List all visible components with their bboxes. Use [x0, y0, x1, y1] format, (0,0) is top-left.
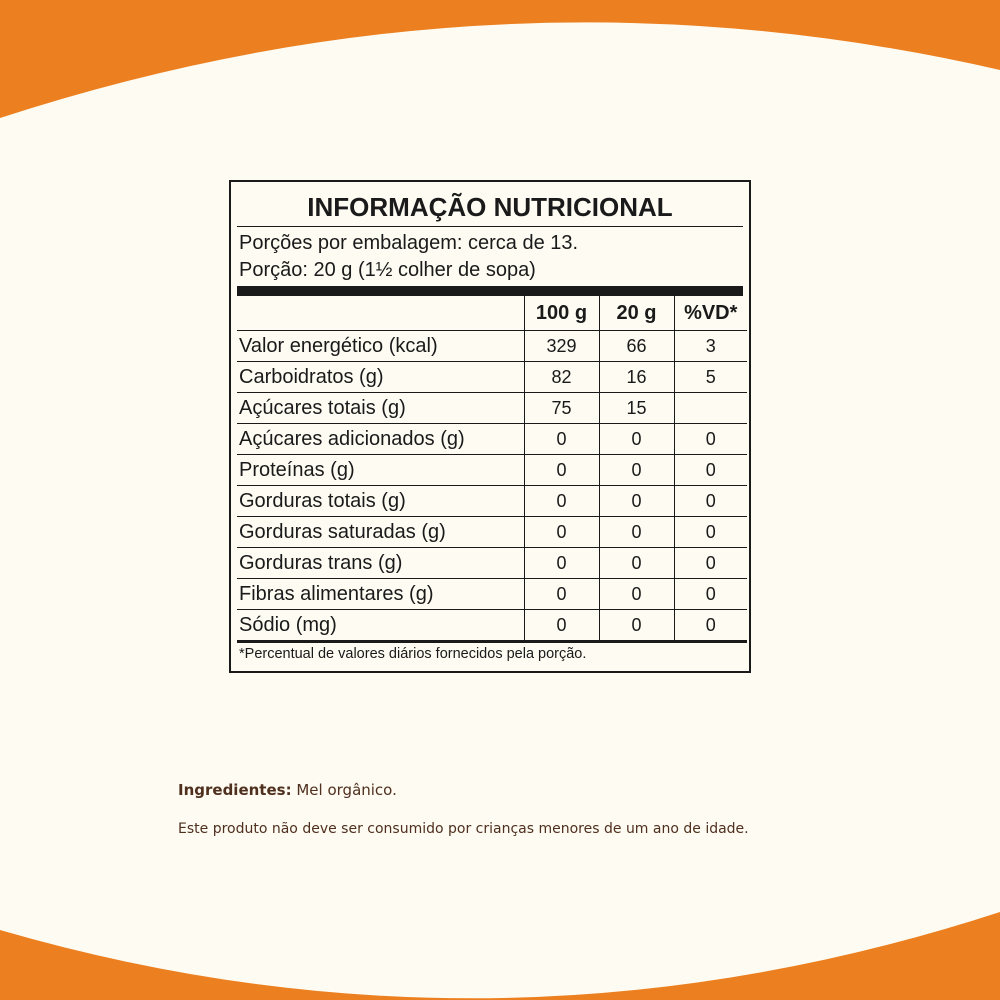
- value-daily-percent: 0: [674, 579, 747, 610]
- nutrient-name: Gorduras saturadas (g): [237, 517, 524, 548]
- nutrient-name: Açúcares totais (g): [237, 393, 524, 424]
- value-daily-percent: 0: [674, 548, 747, 579]
- value-daily-percent: [674, 393, 747, 424]
- nutrient-name: Sódio (mg): [237, 610, 524, 642]
- bottom-orange-wave: [0, 912, 1000, 1000]
- title-divider: [237, 226, 743, 227]
- ingredients-text: Mel orgânico.: [296, 781, 397, 799]
- table-row: [237, 486, 747, 517]
- nutrition-label: [229, 180, 751, 673]
- table-row: [237, 424, 747, 455]
- value-daily-percent: 0: [674, 424, 747, 455]
- table-row: [237, 455, 747, 486]
- value-per-20g: 0: [599, 579, 674, 610]
- value-per-20g: 0: [599, 455, 674, 486]
- value-per-20g: 0: [599, 517, 674, 548]
- value-daily-percent: 0: [674, 486, 747, 517]
- value-per-100g: 0: [524, 548, 599, 579]
- header-blank: [237, 296, 524, 331]
- value-per-100g: 0: [524, 455, 599, 486]
- value-per-20g: 0: [599, 486, 674, 517]
- value-per-20g: 66: [599, 331, 674, 362]
- value-per-100g: 75: [524, 393, 599, 424]
- value-daily-percent: 5: [674, 362, 747, 393]
- nutrient-name: Gorduras totais (g): [237, 486, 524, 517]
- nutrition-table: [237, 296, 747, 643]
- table-row: [237, 362, 747, 393]
- value-per-100g: 0: [524, 610, 599, 642]
- top-orange-wave: [0, 0, 1000, 118]
- nutrient-name: Fibras alimentares (g): [237, 579, 524, 610]
- value-per-20g: 15: [599, 393, 674, 424]
- table-row: [237, 331, 747, 362]
- table-row: [237, 393, 747, 424]
- serving-size: Porção: 20 g (1½ colher de sopa): [239, 259, 536, 281]
- table-row: [237, 517, 747, 548]
- table-row: [237, 579, 747, 610]
- table-row: [237, 610, 747, 642]
- ingredients-label: Ingredientes:: [178, 781, 292, 799]
- thick-divider: [237, 286, 743, 296]
- value-per-100g: 82: [524, 362, 599, 393]
- table-header-row: [237, 296, 747, 331]
- value-per-100g: 0: [524, 486, 599, 517]
- servings-per-package: Porções por embalagem: cerca de 13.: [239, 232, 579, 254]
- value-daily-percent: 0: [674, 610, 747, 642]
- value-daily-percent: 3: [674, 331, 747, 362]
- value-per-100g: 0: [524, 517, 599, 548]
- value-per-100g: 0: [524, 579, 599, 610]
- nutrition-rows: [237, 331, 747, 642]
- nutrient-name: Proteínas (g): [237, 455, 524, 486]
- header-per100: 100 g: [524, 296, 599, 331]
- value-daily-percent: 0: [674, 517, 747, 548]
- value-daily-percent: 0: [674, 455, 747, 486]
- value-per-20g: 0: [599, 610, 674, 642]
- header-vd: %VD*: [674, 296, 747, 331]
- label-footnote: *Percentual de valores diários fornecidos pela porção.: [239, 646, 587, 662]
- value-per-20g: 0: [599, 548, 674, 579]
- table-row: [237, 548, 747, 579]
- value-per-100g: 329: [524, 331, 599, 362]
- label-title: INFORMAÇÃO NUTRICIONAL: [307, 192, 673, 222]
- nutrient-name: Açúcares adicionados (g): [237, 424, 524, 455]
- value-per-100g: 0: [524, 424, 599, 455]
- header-per20: 20 g: [599, 296, 674, 331]
- value-per-20g: 0: [599, 424, 674, 455]
- infant-warning: Este produto não deve ser consumido por crianças menores de um ano de idade.: [178, 821, 749, 837]
- ingredients-line: [178, 781, 397, 799]
- nutrient-name: Gorduras trans (g): [237, 548, 524, 579]
- nutrient-name: Carboidratos (g): [237, 362, 524, 393]
- value-per-20g: 16: [599, 362, 674, 393]
- nutrient-name: Valor energético (kcal): [237, 331, 524, 362]
